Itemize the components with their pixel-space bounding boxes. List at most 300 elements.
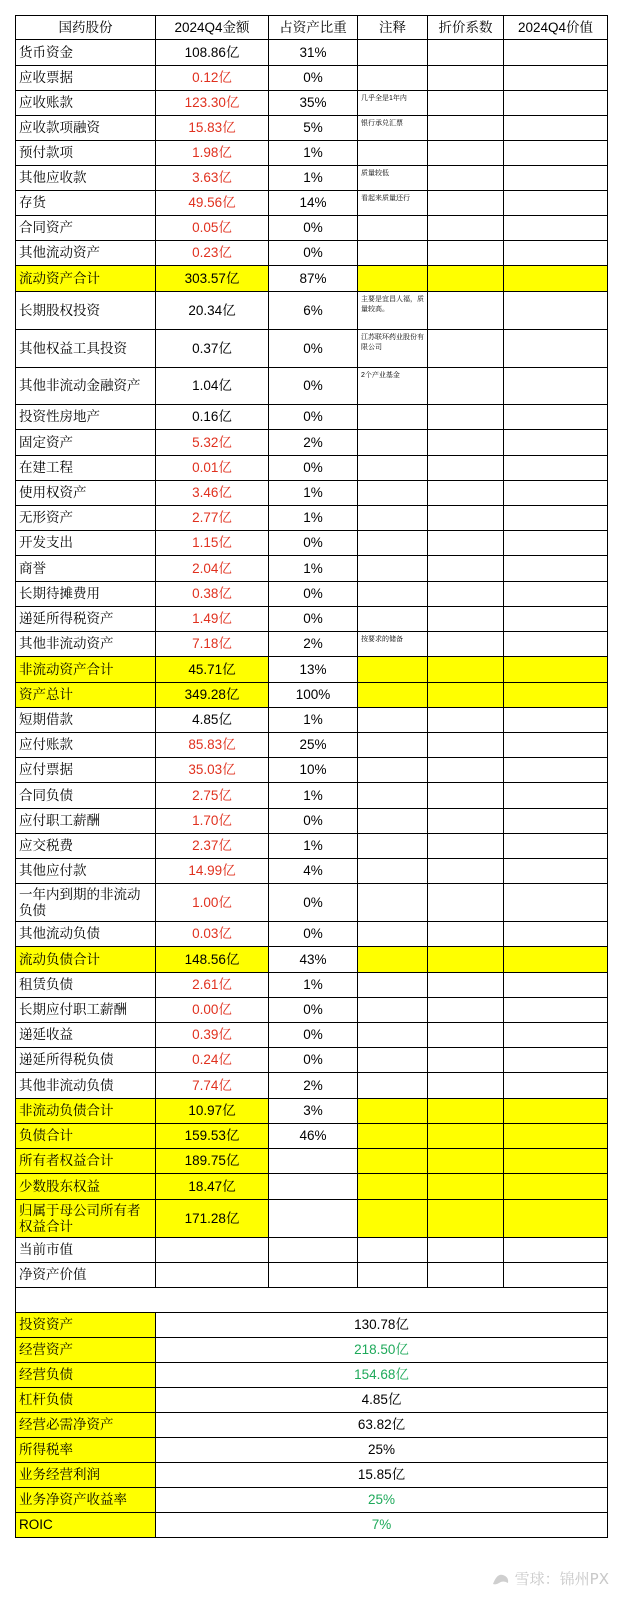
row-label: 非流动负债合计 [16,1099,156,1124]
summary-value: 15.85亿 [156,1463,608,1488]
row-note: 质量较低 [358,166,428,191]
row-value [504,91,608,116]
table-row [16,116,608,141]
row-note [358,430,428,456]
row-ratio [269,1263,358,1288]
row-discount [428,1263,504,1288]
row-amount: 1.00亿 [156,884,269,922]
row-ratio: 14% [269,191,358,216]
row-value [504,266,608,292]
row-ratio: 10% [269,758,358,783]
row-note [358,683,428,708]
table-row [16,657,608,683]
row-label: 流动负债合计 [16,947,156,973]
row-label: 长期应付职工薪酬 [16,998,156,1023]
row-value [504,456,608,481]
row-amount: 20.34亿 [156,292,269,330]
row-value [504,834,608,859]
summary-value: 25% [156,1488,608,1513]
row-note [358,1099,428,1124]
table-row [16,330,608,368]
table-row [16,809,608,834]
row-amount: 45.71亿 [156,657,269,683]
row-amount: 2.75亿 [156,783,269,809]
row-amount: 0.03亿 [156,922,269,947]
summary-label: 经营必需净资产 [16,1413,156,1438]
table-row [16,1124,608,1149]
header-discount: 折价系数 [428,16,504,40]
row-amount: 4.85亿 [156,708,269,733]
row-note [358,1149,428,1174]
table-row [16,582,608,607]
row-note [358,947,428,973]
row-value [504,241,608,266]
row-label: 其他权益工具投资 [16,330,156,368]
summary-label: 业务经营利润 [16,1463,156,1488]
row-note [358,708,428,733]
row-value [504,1048,608,1073]
summary-value: 154.68亿 [156,1363,608,1388]
row-ratio: 1% [269,783,358,809]
spacer-row [16,1288,608,1313]
row-label: 使用权资产 [16,481,156,506]
spacer-cell [16,1288,608,1313]
row-ratio: 100% [269,683,358,708]
table-row [16,973,608,998]
row-note [358,1200,428,1238]
row-value [504,1124,608,1149]
row-note: 按要求的储备 [358,632,428,657]
row-ratio: 2% [269,632,358,657]
row-discount [428,683,504,708]
row-label: 短期借款 [16,708,156,733]
row-label: 长期股权投资 [16,292,156,330]
table-row [16,922,608,947]
row-discount [428,947,504,973]
row-ratio: 3% [269,1099,358,1124]
row-discount [428,632,504,657]
row-label: 应付职工薪酬 [16,809,156,834]
row-label: 流动资产合计 [16,266,156,292]
row-value [504,1200,608,1238]
row-note [358,531,428,556]
row-label: 合同负债 [16,783,156,809]
summary-value: 218.50亿 [156,1338,608,1363]
row-ratio: 25% [269,733,358,758]
summary-value: 130.78亿 [156,1313,608,1338]
row-ratio: 1% [269,166,358,191]
row-value [504,708,608,733]
row-discount [428,1023,504,1048]
table-row [16,191,608,216]
row-note [358,998,428,1023]
row-discount [428,40,504,66]
table-row [16,1263,608,1288]
row-discount [428,834,504,859]
row-note [358,1023,428,1048]
row-note [358,1073,428,1099]
table-row [16,733,608,758]
row-ratio: 31% [269,40,358,66]
row-value [504,66,608,91]
row-value [504,809,608,834]
row-note [358,582,428,607]
row-amount: 15.83亿 [156,116,269,141]
row-discount [428,1048,504,1073]
row-ratio [269,1149,358,1174]
row-value [504,531,608,556]
row-label: 净资产价值 [16,1263,156,1288]
row-discount [428,330,504,368]
table-row [16,91,608,116]
row-discount [428,607,504,632]
row-amount: 0.12亿 [156,66,269,91]
header-note: 注释 [358,16,428,40]
row-note [358,1174,428,1200]
table-row [16,1174,608,1200]
row-amount: 7.18亿 [156,632,269,657]
table-row [16,783,608,809]
summary-label: 投资资产 [16,1313,156,1338]
row-discount [428,368,504,405]
watermark-text: 雪球：锦州PX [514,1570,609,1588]
row-amount: 0.38亿 [156,582,269,607]
summary-row [16,1463,608,1488]
row-ratio: 0% [269,368,358,405]
row-amount: 14.99亿 [156,859,269,884]
row-note [358,884,428,922]
row-value [504,884,608,922]
row-ratio [269,1238,358,1263]
row-amount: 189.75亿 [156,1149,269,1174]
table-row [16,947,608,973]
row-amount [156,1238,269,1263]
row-discount [428,1200,504,1238]
header-company: 国药股份 [16,16,156,40]
header-amount: 2024Q4金额 [156,16,269,40]
summary-value: 4.85亿 [156,1388,608,1413]
row-discount [428,733,504,758]
row-discount [428,91,504,116]
row-discount [428,556,504,582]
row-value [504,607,608,632]
header-row [16,16,608,40]
row-ratio: 0% [269,531,358,556]
row-label: 存货 [16,191,156,216]
summary-label: ROIC [16,1513,156,1538]
row-ratio: 2% [269,1073,358,1099]
row-value [504,506,608,531]
row-note [358,1124,428,1149]
row-value [504,922,608,947]
row-label: 应交税费 [16,834,156,859]
row-ratio: 4% [269,859,358,884]
row-label: 递延所得税资产 [16,607,156,632]
row-amount: 0.00亿 [156,998,269,1023]
row-value [504,405,608,430]
row-amount: 0.16亿 [156,405,269,430]
row-label: 负债合计 [16,1124,156,1149]
row-label: 长期待摊费用 [16,582,156,607]
row-discount [428,1174,504,1200]
row-note: 主要是宜昌人福，质量较高。 [358,292,428,330]
row-amount: 3.63亿 [156,166,269,191]
table-row [16,834,608,859]
row-amount: 0.23亿 [156,241,269,266]
row-label: 其他流动资产 [16,241,156,266]
row-amount: 108.86亿 [156,40,269,66]
row-value [504,632,608,657]
row-discount [428,922,504,947]
table-row [16,708,608,733]
summary-value: 63.82亿 [156,1413,608,1438]
row-value [504,166,608,191]
row-value [504,1238,608,1263]
table-row [16,292,608,330]
balance-sheet-table [15,15,608,1538]
row-label: 其他应付款 [16,859,156,884]
row-amount: 5.32亿 [156,430,269,456]
row-ratio: 0% [269,1023,358,1048]
table-row [16,607,608,632]
row-ratio: 0% [269,582,358,607]
row-value [504,556,608,582]
row-ratio: 0% [269,607,358,632]
row-discount [428,531,504,556]
row-label: 应收账款 [16,91,156,116]
row-amount: 0.05亿 [156,216,269,241]
row-discount [428,1124,504,1149]
row-note: 银行承兑汇票 [358,116,428,141]
row-label: 归属于母公司所有者权益合计 [16,1200,156,1238]
row-label: 资产总计 [16,683,156,708]
row-amount: 10.97亿 [156,1099,269,1124]
row-amount: 349.28亿 [156,683,269,708]
row-discount [428,216,504,241]
table-row [16,66,608,91]
row-note [358,1263,428,1288]
summary-row [16,1363,608,1388]
table-row [16,506,608,531]
summary-row [16,1413,608,1438]
row-discount [428,708,504,733]
row-ratio: 1% [269,481,358,506]
table-row [16,456,608,481]
table-row [16,632,608,657]
row-note [358,733,428,758]
row-note [358,556,428,582]
row-label: 应付账款 [16,733,156,758]
row-ratio [269,1200,358,1238]
row-note [358,809,428,834]
row-amount: 0.37亿 [156,330,269,368]
row-ratio: 1% [269,506,358,531]
row-discount [428,191,504,216]
summary-label: 经营资产 [16,1338,156,1363]
row-label: 一年内到期的非流动负债 [16,884,156,922]
row-ratio: 2% [269,430,358,456]
row-note [358,141,428,166]
row-amount: 2.61亿 [156,973,269,998]
row-note [358,241,428,266]
row-discount [428,1238,504,1263]
row-value [504,947,608,973]
row-ratio: 0% [269,66,358,91]
row-value [504,330,608,368]
watermark [491,1568,609,1589]
row-amount: 303.57亿 [156,266,269,292]
row-value [504,292,608,330]
summary-value: 25% [156,1438,608,1463]
row-amount: 0.24亿 [156,1048,269,1073]
row-discount [428,405,504,430]
row-ratio: 1% [269,708,358,733]
row-label: 其他流动负债 [16,922,156,947]
row-note [358,405,428,430]
row-amount: 0.39亿 [156,1023,269,1048]
header-value: 2024Q4价值 [504,16,608,40]
table-row [16,481,608,506]
row-amount: 0.01亿 [156,456,269,481]
row-value [504,191,608,216]
row-label: 货币资金 [16,40,156,66]
row-ratio: 0% [269,809,358,834]
snowball-logo-icon [491,1571,511,1587]
row-discount [428,1149,504,1174]
table-row [16,1099,608,1124]
row-amount: 1.49亿 [156,607,269,632]
row-label: 少数股东权益 [16,1174,156,1200]
row-discount [428,783,504,809]
row-label: 投资性房地产 [16,405,156,430]
row-label: 所有者权益合计 [16,1149,156,1174]
table-row [16,1200,608,1238]
row-note [358,481,428,506]
row-value [504,1073,608,1099]
header-ratio: 占资产比重 [269,16,358,40]
table-row [16,1023,608,1048]
row-value [504,998,608,1023]
row-value [504,368,608,405]
row-value [504,481,608,506]
row-discount [428,66,504,91]
table-row [16,556,608,582]
row-amount: 2.37亿 [156,834,269,859]
row-label: 合同资产 [16,216,156,241]
summary-row [16,1513,608,1538]
row-discount [428,1099,504,1124]
row-label: 开发支出 [16,531,156,556]
summary-label: 经营负债 [16,1363,156,1388]
table-row [16,266,608,292]
table-row [16,998,608,1023]
table-row [16,1238,608,1263]
row-discount [428,116,504,141]
row-ratio: 0% [269,405,358,430]
balance-sheet [15,15,607,1538]
summary-label: 所得税率 [16,1438,156,1463]
row-note [358,40,428,66]
row-label: 非流动资产合计 [16,657,156,683]
row-label: 在建工程 [16,456,156,481]
row-value [504,657,608,683]
summary-row [16,1313,608,1338]
row-label: 其他非流动资产 [16,632,156,657]
row-value [504,430,608,456]
table-row [16,1149,608,1174]
row-label: 固定资产 [16,430,156,456]
row-note [358,607,428,632]
row-value [504,973,608,998]
row-value [504,216,608,241]
row-ratio: 0% [269,884,358,922]
row-amount: 1.70亿 [156,809,269,834]
row-label: 递延收益 [16,1023,156,1048]
row-discount [428,506,504,531]
row-ratio: 6% [269,292,358,330]
row-discount [428,481,504,506]
row-amount: 123.30亿 [156,91,269,116]
row-value [504,1099,608,1124]
row-value [504,1174,608,1200]
row-value [504,141,608,166]
row-discount [428,241,504,266]
row-ratio: 1% [269,556,358,582]
summary-row [16,1388,608,1413]
row-amount: 3.46亿 [156,481,269,506]
row-label: 应收款项融资 [16,116,156,141]
row-ratio: 0% [269,998,358,1023]
row-discount [428,758,504,783]
row-discount [428,884,504,922]
row-value [504,783,608,809]
row-ratio: 0% [269,922,358,947]
row-value [504,683,608,708]
row-value [504,582,608,607]
row-ratio [269,1174,358,1200]
table-row [16,531,608,556]
row-amount: 49.56亿 [156,191,269,216]
row-amount: 18.47亿 [156,1174,269,1200]
row-value [504,1149,608,1174]
row-note [358,216,428,241]
row-discount [428,141,504,166]
row-amount: 1.98亿 [156,141,269,166]
row-discount [428,266,504,292]
row-discount [428,859,504,884]
row-value [504,116,608,141]
row-discount [428,292,504,330]
row-value [504,733,608,758]
table-row [16,683,608,708]
row-discount [428,1073,504,1099]
row-value [504,40,608,66]
row-value [504,758,608,783]
row-note [358,859,428,884]
row-note [358,266,428,292]
row-discount [428,809,504,834]
row-note [358,506,428,531]
row-label: 当前市值 [16,1238,156,1263]
summary-row [16,1488,608,1513]
row-ratio: 5% [269,116,358,141]
row-amount: 1.15亿 [156,531,269,556]
row-note: 看起来质量还行 [358,191,428,216]
summary-value: 7% [156,1513,608,1538]
row-note [358,783,428,809]
table-row [16,884,608,922]
row-ratio: 35% [269,91,358,116]
